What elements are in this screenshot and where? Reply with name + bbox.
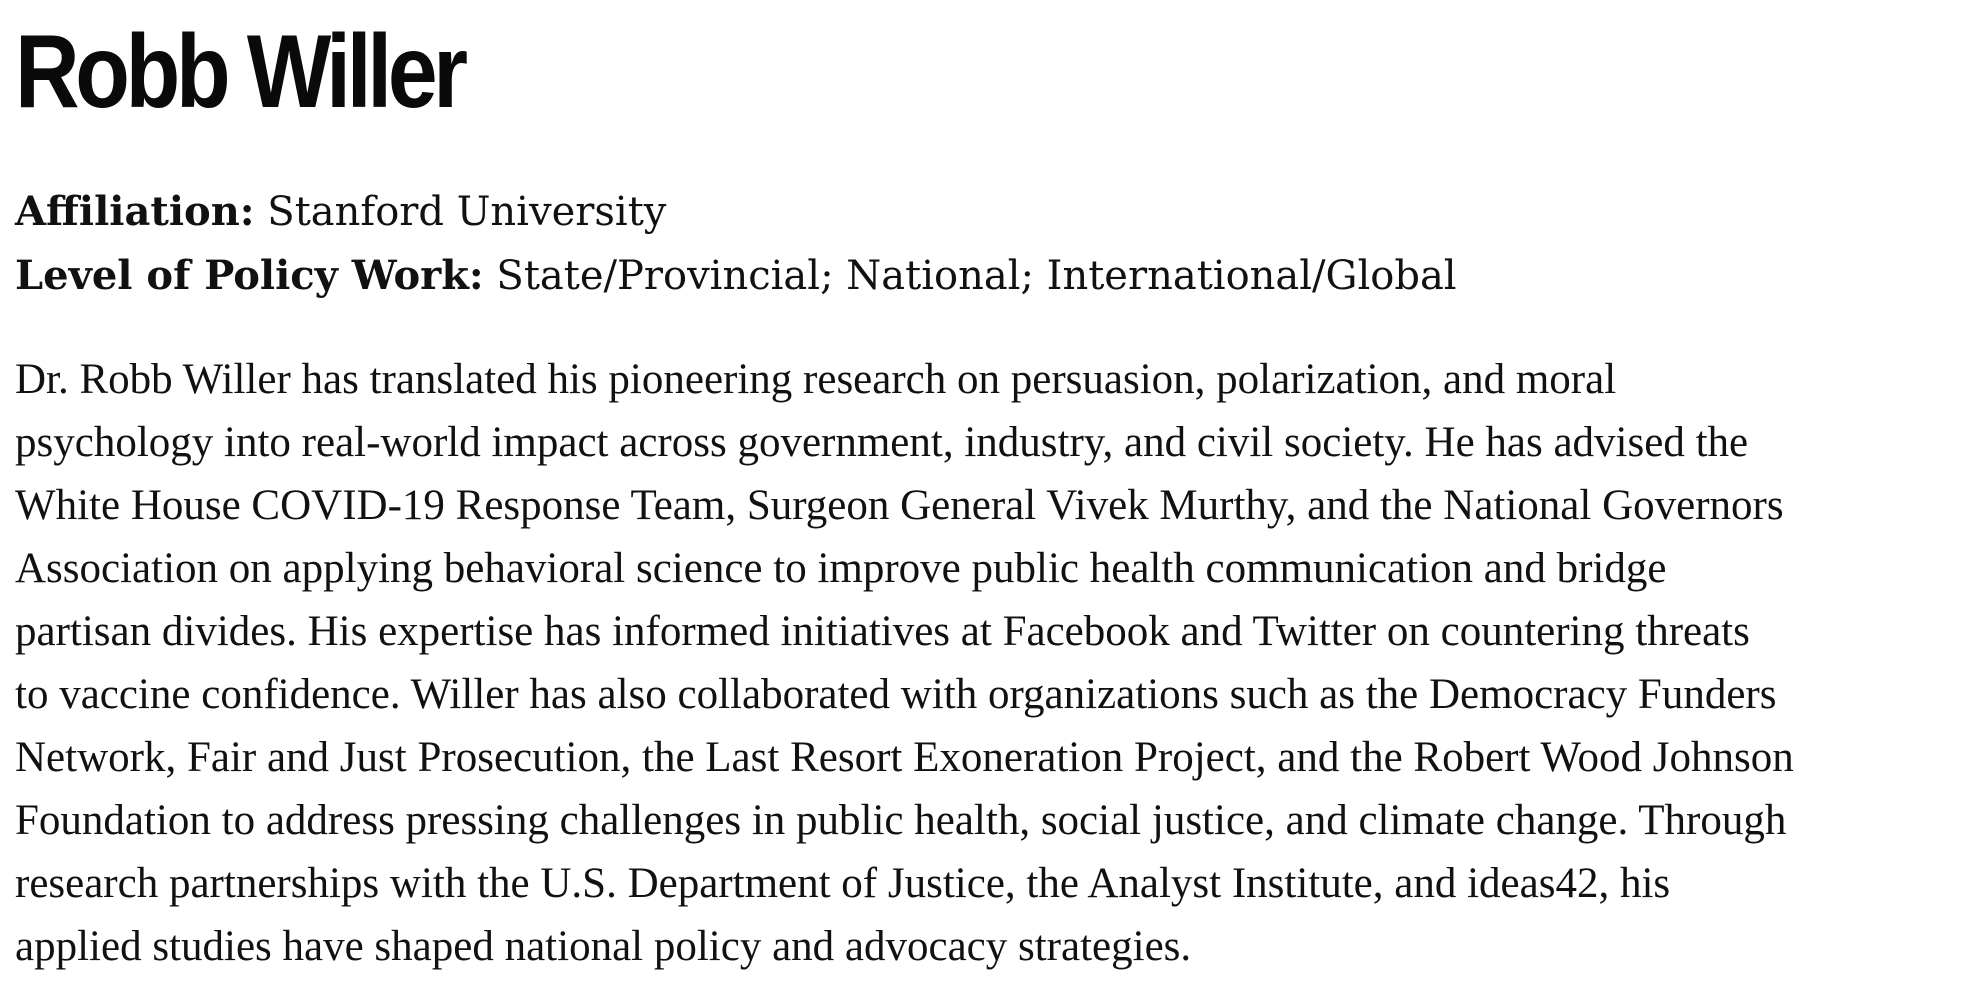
bio-line: psychology into real-world impact across government, industry, and civil society. He has advised the [15,419,1749,466]
bio-line: partisan divides. His expertise has informed initiatives at Facebook and Twitter on countering threats [15,608,1750,655]
policy-level-value: State/Provincial; National; International/Global [496,253,1457,299]
bio-line: Network, Fair and Just Prosecution, the Last Resort Exoneration Project, and the Robert Wood Johnson [15,734,1794,781]
profile-meta [15,180,1965,308]
bio-line: research partnerships with the U.S. Department of Justice, the Analyst Institute, and ideas42, his [15,860,1671,907]
affiliation-label: Affiliation: [15,188,255,235]
affiliation-value: Stanford University [267,189,667,235]
bio-line: Dr. Robb Willer has translated his pioneering research on persuasion, polarization, and moral [15,356,1617,403]
bio-line: White House COVID-19 Response Team, Surgeon General Vivek Murthy, and the National Governors [15,482,1784,529]
policy-level-label: Level of Policy Work: [15,252,484,299]
bio-line: applied studies have shaped national policy and advocacy strategies. [15,923,1192,970]
person-name-heading: Robb Willer [15,14,464,130]
bio-line: Association on applying behavioral science to improve public health communication and bridge [15,545,1667,592]
bio-line: Foundation to address pressing challenges in public health, social justice, and climate change. Through [15,797,1787,844]
biography-paragraph [15,348,1965,978]
affiliation-row [15,180,1965,244]
bio-line: to vaccine confidence. Willer has also collaborated with organizations such as the Democracy Funders [15,671,1777,718]
policy-level-row [15,244,1965,308]
profile-page [15,0,1965,978]
